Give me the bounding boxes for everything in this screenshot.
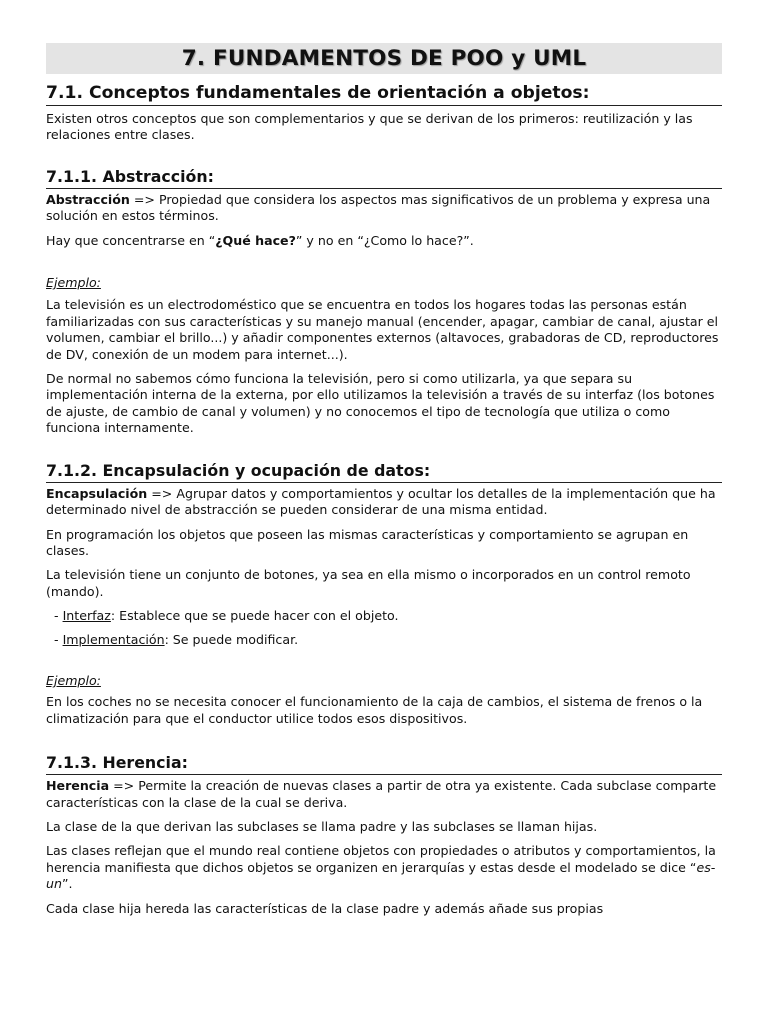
- list-dash: -: [54, 608, 63, 624]
- example-label: Ejemplo:: [46, 275, 101, 291]
- example-label: Ejemplo:: [46, 672, 101, 688]
- section-intro: Existen otros conceptos que son complementarios y que se derivan de los primeros: reutilización y las relaciones entre clases.: [46, 111, 693, 143]
- document-page: [46, 43, 722, 917]
- abstraccion-paragraph: [46, 233, 722, 249]
- encapsulacion-example-1: En los coches no se necesita conocer el funcionamiento de la caja de cambios, el sistema de frenos o la climatización para que el conductor utilice todos esos dispositivos.: [46, 694, 703, 726]
- herencia-definition: [46, 778, 722, 811]
- abstraccion-example-1: La televisión es un electrodoméstico que se encuentra en todos los hogares todas las personas están familiarizadas con sus características y su manejo manual (encender, apagar, cambiar de canal, ajustar el volumen, cambiar el brillo...) y añadir componentes externos (altavoces, grabadoras de CD, reproductores de DV, conexión de un modem para internet...).: [46, 297, 719, 362]
- abstraccion-def-text: => Propiedad que considera los aspectos mas significativos de un problema y expresa una solución en estos términos.: [46, 191, 711, 224]
- list-text: : Establece que se puede hacer con el objeto.: [110, 608, 399, 624]
- section-heading: 7.1. Conceptos fundamentales de orientación a objetos:: [46, 82, 722, 106]
- herencia-heading: 7.1.3. Herencia:: [46, 753, 722, 775]
- list-term: Implementación: [62, 631, 165, 647]
- herencia-paragraph-3: [46, 843, 722, 892]
- herencia-def-text: => Permite la creación de nuevas clases a partir de otra ya existente. Cada subclase comparte características con la clase de la cual se deriva.: [46, 778, 717, 810]
- bold-fragment: ¿Qué hace?: [215, 232, 296, 248]
- abstraccion-definition: [46, 192, 722, 225]
- abstraccion-term: Abstracción: [46, 191, 130, 207]
- list-term: Interfaz: [62, 608, 111, 624]
- page-title: 7. FUNDAMENTOS DE POO y UML: [46, 43, 722, 74]
- list-item: [46, 632, 722, 648]
- abstraccion-heading: 7.1.1. Abstracción:: [46, 167, 722, 189]
- herencia-paragraph-2: La clase de la que derivan las subclases se llama padre y las subclases se llaman hijas.: [46, 818, 598, 834]
- abstraccion-example-2: De normal no sabemos cómo funciona la televisión, pero si como utilizarla, ya que separa su implementación interna de la externa, por ello utilizamos la televisión a través de su interfaz (los botones de ajuste, de cambio de canal y volumen) y no conocemos el tipo de tecnología que utiliza o como funciona internamente.: [46, 371, 715, 436]
- list-dash: -: [54, 631, 63, 647]
- italic-fragment: es-un: [46, 859, 716, 892]
- herencia-paragraph-4: Cada clase hija hereda las características de la clase padre y además añade sus propias: [46, 900, 604, 916]
- text-fragment: Hay que concentrarse en “: [46, 232, 216, 248]
- text-fragment: Las clases reflejan que el mundo real contiene objetos con propiedades o atributos y comportamientos, la herencia manifiesta que dichos objetos se organizen en jerarquías y estas desde el modelado se dice “: [46, 843, 716, 875]
- list-item: [46, 608, 722, 624]
- encapsulacion-heading: 7.1.2. Encapsulación y ocupación de datos:: [46, 461, 722, 483]
- encapsulacion-paragraph-2: En programación los objetos que poseen las mismas características y comportamiento se agrupan en clases.: [46, 526, 689, 558]
- text-fragment: ”.: [61, 876, 73, 892]
- encapsulacion-paragraph-3: La televisión tiene un conjunto de botones, ya sea en ella mismo o incorporados en un control remoto (mando).: [46, 567, 691, 599]
- list-text: : Se puede modificar.: [164, 631, 299, 647]
- encapsulacion-term: Encapsulación: [46, 485, 148, 501]
- encapsulacion-def-text: => Agrupar datos y comportamientos y ocultar los detalles de la implementación que ha determinado nivel de abstracción se pueden considerar de una misma entidad.: [46, 485, 716, 518]
- text-fragment: ” y no en “¿Como lo hace?”.: [295, 232, 474, 248]
- encapsulacion-definition: [46, 486, 722, 519]
- herencia-term: Herencia: [46, 778, 110, 794]
